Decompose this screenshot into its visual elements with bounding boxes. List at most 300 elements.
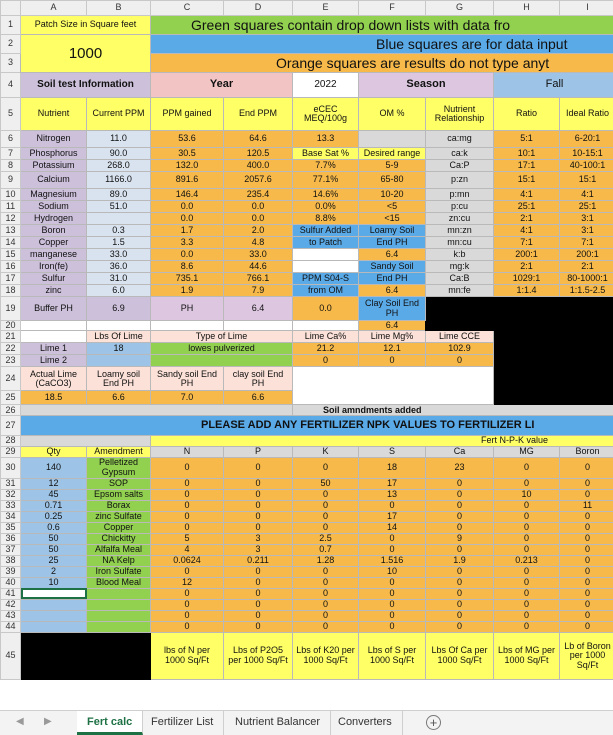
ecec-cell[interactable]: to Patch xyxy=(293,237,359,249)
npk-value-b[interactable]: 11 xyxy=(560,500,613,511)
column-header-d[interactable]: D xyxy=(224,1,293,16)
nutrient-name[interactable]: Nitrogen xyxy=(21,131,87,148)
buffer-ph-value[interactable]: 6.9 xyxy=(87,297,151,321)
patch-size-label[interactable]: Patch Size in Square feet xyxy=(21,16,151,35)
npk-value-k[interactable]: 0 xyxy=(293,588,359,599)
ppm-gained[interactable]: 8.6 xyxy=(151,261,224,273)
current-ppm[interactable]: 31.0 xyxy=(87,273,151,285)
npk-value-ca[interactable]: 0 xyxy=(426,522,494,533)
tab-fertilizer-list[interactable]: Fertilizer List xyxy=(141,711,224,735)
npk-value-k[interactable]: 0 xyxy=(293,489,359,500)
row-header[interactable]: 15 xyxy=(1,249,21,261)
row-header[interactable]: 9 xyxy=(1,172,21,189)
lime-1-mg[interactable]: 12.1 xyxy=(359,343,426,355)
cell[interactable] xyxy=(21,436,151,446)
type-of-lime-label[interactable]: Type of Lime xyxy=(151,331,293,343)
ph-value[interactable]: 6.4 xyxy=(224,297,293,321)
npk-value-mg[interactable]: 0 xyxy=(494,621,560,632)
header-p[interactable]: P xyxy=(224,446,293,457)
tab-nutrient-balancer[interactable]: Nutrient Balancer xyxy=(225,711,331,735)
npk-value-s[interactable]: 0 xyxy=(359,544,426,555)
npk-value-ca[interactable]: 0 xyxy=(426,511,494,522)
nutrient-relationship[interactable]: mn:fe xyxy=(426,285,494,297)
npk-value-b[interactable]: 0 xyxy=(560,555,613,566)
om-cell[interactable]: 5-9 xyxy=(359,160,426,172)
row-header[interactable]: 33 xyxy=(1,500,21,511)
ratio[interactable]: 2:1 xyxy=(494,261,560,273)
ppm-gained[interactable]: 3.3 xyxy=(151,237,224,249)
row-header[interactable]: 45 xyxy=(1,632,21,679)
npk-value-p[interactable]: 0 xyxy=(224,577,293,588)
npk-value-b[interactable]: 0 xyxy=(560,478,613,489)
fert-npk-header[interactable]: Fert N-P-K value xyxy=(151,436,613,446)
end-ppm[interactable]: 33.0 xyxy=(224,249,293,261)
current-ppm[interactable]: 36.0 xyxy=(87,261,151,273)
lbs-s-label[interactable]: Lbs of S per 1000 Sq/Ft xyxy=(359,632,426,679)
current-ppm[interactable]: 0.3 xyxy=(87,225,151,237)
lime-2-cce[interactable]: 0 xyxy=(426,355,494,367)
amendment-dropdown[interactable]: Blood Meal xyxy=(87,577,151,588)
qty-input[interactable] xyxy=(21,610,87,621)
fertilizer-instructions-banner[interactable]: PLEASE ADD ANY FERTILIZER NPK VALUES TO FERTILIZER LI xyxy=(21,416,613,436)
row-header[interactable]: 17 xyxy=(1,273,21,285)
header-mg[interactable]: MG xyxy=(494,446,560,457)
ideal-ratio[interactable]: 25:1 xyxy=(560,201,613,213)
npk-value-s[interactable]: 0 xyxy=(359,599,426,610)
cell[interactable] xyxy=(87,321,151,331)
amendment-dropdown[interactable] xyxy=(87,610,151,621)
row-header[interactable]: 34 xyxy=(1,511,21,522)
om-cell[interactable]: 6.4 xyxy=(359,285,426,297)
om-cell[interactable] xyxy=(359,131,426,148)
row-header[interactable]: 35 xyxy=(1,522,21,533)
om-cell[interactable]: 65-80 xyxy=(359,172,426,189)
ideal-ratio[interactable]: 15:1 xyxy=(560,172,613,189)
npk-value-n[interactable]: 0 xyxy=(151,500,224,511)
qty-input[interactable]: 0.71 xyxy=(21,500,87,511)
lbs-boron-label[interactable]: Lb of Boron per 1000 Sq/Ft xyxy=(560,632,613,679)
npk-value-ca[interactable]: 0 xyxy=(426,621,494,632)
row-header[interactable]: 28 xyxy=(1,436,21,446)
npk-value-k[interactable]: 1.28 xyxy=(293,555,359,566)
header-om[interactable]: OM % xyxy=(359,98,426,131)
current-ppm[interactable]: 89.0 xyxy=(87,189,151,201)
ecec-cell[interactable]: Sulfur Added xyxy=(293,225,359,237)
row-header[interactable]: 25 xyxy=(1,391,21,405)
npk-value-s[interactable]: 0 xyxy=(359,577,426,588)
next-sheet-icon[interactable]: ▶ xyxy=(44,716,52,727)
lime-ca-label[interactable]: Lime Ca% xyxy=(293,331,359,343)
nutrient-relationship[interactable]: Ca:P xyxy=(426,160,494,172)
ecec-cell[interactable]: 7.7% xyxy=(293,160,359,172)
om-cell[interactable]: End PH xyxy=(359,273,426,285)
npk-value-s[interactable]: 0 xyxy=(359,500,426,511)
ecec-cell[interactable]: 13.3 xyxy=(293,131,359,148)
npk-value-mg[interactable]: 0 xyxy=(494,566,560,577)
npk-value-b[interactable]: 0 xyxy=(560,599,613,610)
npk-value-b[interactable]: 0 xyxy=(560,522,613,533)
loamy-end-ph-label[interactable]: Loamy soil End PH xyxy=(87,367,151,391)
npk-value-ca[interactable]: 23 xyxy=(426,457,494,478)
nutrient-relationship[interactable]: mg:k xyxy=(426,261,494,273)
lbs-k-label[interactable]: Lbs of K20 per 1000 Sq/Ft xyxy=(293,632,359,679)
row-header[interactable]: 18 xyxy=(1,285,21,297)
year-value[interactable]: 2022 xyxy=(293,73,359,98)
header-end-ppm[interactable]: End PPM xyxy=(224,98,293,131)
header-current-ppm[interactable]: Current PPM xyxy=(87,98,151,131)
npk-value-p[interactable]: 0 xyxy=(224,599,293,610)
amendment-dropdown[interactable]: Iron Sulfate xyxy=(87,566,151,577)
amendment-dropdown[interactable] xyxy=(87,599,151,610)
nutrient-relationship[interactable]: ca:k xyxy=(426,148,494,160)
lime-2-type-dropdown[interactable] xyxy=(151,355,293,367)
row-header[interactable]: 40 xyxy=(1,577,21,588)
banner-orange[interactable]: Orange squares are results do not type anyt xyxy=(151,54,613,73)
cell[interactable] xyxy=(21,405,293,416)
column-header-a[interactable]: A xyxy=(21,1,87,16)
row-header[interactable]: 27 xyxy=(1,416,21,436)
npk-value-mg[interactable]: 0 xyxy=(494,511,560,522)
actual-lime-value[interactable]: 18.5 xyxy=(21,391,87,405)
clay-soil-end-ph-label[interactable]: Clay Soil End PH xyxy=(359,297,426,321)
clay-soil-end-ph-value[interactable]: 6.4 xyxy=(359,321,426,331)
nutrient-relationship[interactable]: k:b xyxy=(426,249,494,261)
row-header[interactable]: 43 xyxy=(1,610,21,621)
ppm-gained[interactable]: 891.6 xyxy=(151,172,224,189)
ratio[interactable]: 200:1 xyxy=(494,249,560,261)
row-header[interactable]: 12 xyxy=(1,213,21,225)
lbs-of-lime-label[interactable]: Lbs Of Lime xyxy=(87,331,151,343)
ideal-ratio[interactable]: 3:1 xyxy=(560,225,613,237)
ppm-gained[interactable]: 146.4 xyxy=(151,189,224,201)
npk-value-mg[interactable]: 0 xyxy=(494,577,560,588)
lime-1-lbs-input[interactable]: 18 xyxy=(87,343,151,355)
npk-value-k[interactable]: 0 xyxy=(293,577,359,588)
header-ca[interactable]: Ca xyxy=(426,446,494,457)
lime-mg-label[interactable]: Lime Mg% xyxy=(359,331,426,343)
end-ppm[interactable]: 2.0 xyxy=(224,225,293,237)
ideal-ratio[interactable]: 10-15:1 xyxy=(560,148,613,160)
npk-value-mg[interactable]: 0 xyxy=(494,457,560,478)
header-s[interactable]: S xyxy=(359,446,426,457)
row-header[interactable]: 11 xyxy=(1,201,21,213)
nutrient-name[interactable]: Copper xyxy=(21,237,87,249)
ratio[interactable]: 1029:1 xyxy=(494,273,560,285)
qty-input[interactable] xyxy=(21,621,87,632)
qty-input[interactable]: 2 xyxy=(21,566,87,577)
ppm-gained[interactable]: 0.0 xyxy=(151,201,224,213)
npk-value-k[interactable]: 0 xyxy=(293,621,359,632)
ideal-ratio[interactable]: 2:1 xyxy=(560,261,613,273)
npk-value-ca[interactable]: 0 xyxy=(426,566,494,577)
column-header-h[interactable]: H xyxy=(494,1,560,16)
row-header[interactable]: 20 xyxy=(1,321,21,331)
ratio[interactable]: 2:1 xyxy=(494,213,560,225)
ideal-ratio[interactable]: 80-1000:1 xyxy=(560,273,613,285)
ppm-gained[interactable]: 735.1 xyxy=(151,273,224,285)
row-header[interactable]: 10 xyxy=(1,189,21,201)
row-header[interactable]: 19 xyxy=(1,297,21,321)
ideal-ratio[interactable]: 3:1 xyxy=(560,213,613,225)
npk-value-b[interactable]: 0 xyxy=(560,544,613,555)
row-header[interactable]: 36 xyxy=(1,533,21,544)
npk-value-k[interactable]: 0 xyxy=(293,522,359,533)
npk-value-b[interactable]: 0 xyxy=(560,511,613,522)
ppm-gained[interactable]: 132.0 xyxy=(151,160,224,172)
current-ppm[interactable]: 1166.0 xyxy=(87,172,151,189)
lime-2-lbs-input[interactable] xyxy=(87,355,151,367)
end-ppm[interactable]: 64.6 xyxy=(224,131,293,148)
ideal-ratio[interactable]: 200:1 xyxy=(560,249,613,261)
nutrient-name[interactable]: manganese xyxy=(21,249,87,261)
npk-value-n[interactable]: 0 xyxy=(151,599,224,610)
npk-value-k[interactable]: 0 xyxy=(293,511,359,522)
npk-value-s[interactable]: 10 xyxy=(359,566,426,577)
header-boron[interactable]: Boron xyxy=(560,446,613,457)
ecec-cell[interactable]: 77.1% xyxy=(293,172,359,189)
cell[interactable] xyxy=(21,321,87,331)
row-header[interactable]: 5 xyxy=(1,98,21,131)
npk-value-ca[interactable]: 0 xyxy=(426,478,494,489)
end-ppm[interactable]: 4.8 xyxy=(224,237,293,249)
cell[interactable] xyxy=(151,321,224,331)
ecec-cell[interactable]: 0.0% xyxy=(293,201,359,213)
npk-value-b[interactable]: 0 xyxy=(560,489,613,500)
nutrient-relationship[interactable]: p:mn xyxy=(426,189,494,201)
npk-value-n[interactable]: 0 xyxy=(151,489,224,500)
npk-value-s[interactable]: 13 xyxy=(359,489,426,500)
npk-value-s[interactable]: 0 xyxy=(359,533,426,544)
end-ppm[interactable]: 400.0 xyxy=(224,160,293,172)
row-header[interactable]: 1 xyxy=(1,16,21,35)
npk-value-mg[interactable]: 10 xyxy=(494,489,560,500)
ppm-gained[interactable]: 1.7 xyxy=(151,225,224,237)
tab-converters[interactable]: Converters xyxy=(328,711,403,735)
npk-value-p[interactable]: 0 xyxy=(224,588,293,599)
npk-value-n[interactable]: 0 xyxy=(151,511,224,522)
ratio[interactable]: 5:1 xyxy=(494,131,560,148)
npk-value-mg[interactable]: 0 xyxy=(494,478,560,489)
npk-value-s[interactable]: 0 xyxy=(359,621,426,632)
header-n[interactable]: N xyxy=(151,446,224,457)
npk-value-p[interactable]: 0 xyxy=(224,457,293,478)
amendment-dropdown[interactable]: zinc Sulfate xyxy=(87,511,151,522)
end-ppm[interactable]: 7.9 xyxy=(224,285,293,297)
buffer-ph-label[interactable]: Buffer PH xyxy=(21,297,87,321)
om-cell[interactable]: End PH xyxy=(359,237,426,249)
npk-value-b[interactable]: 0 xyxy=(560,621,613,632)
npk-value-mg[interactable]: 0 xyxy=(494,544,560,555)
soil-amendments-header[interactable]: Soil amndments added xyxy=(293,405,613,416)
amendment-dropdown[interactable]: Borax xyxy=(87,500,151,511)
npk-value-ca[interactable]: 9 xyxy=(426,533,494,544)
banner-blue[interactable]: Blue squares are for data input xyxy=(151,35,613,54)
ideal-ratio[interactable]: 6-20:1 xyxy=(560,131,613,148)
row-header[interactable]: 26 xyxy=(1,405,21,416)
npk-value-k[interactable]: 2.5 xyxy=(293,533,359,544)
npk-value-ca[interactable]: 0 xyxy=(426,489,494,500)
ratio[interactable]: 4:1 xyxy=(494,189,560,201)
ratio[interactable]: 7:1 xyxy=(494,237,560,249)
nutrient-name[interactable]: Hydrogen xyxy=(21,213,87,225)
prev-sheet-icon[interactable]: ◀ xyxy=(16,716,24,727)
npk-value-k[interactable]: 0 xyxy=(293,457,359,478)
ideal-ratio[interactable]: 1:1.5-2.5 xyxy=(560,285,613,297)
npk-value-mg[interactable]: 0 xyxy=(494,599,560,610)
qty-input[interactable]: 25 xyxy=(21,555,87,566)
ppm-gained[interactable]: 1.9 xyxy=(151,285,224,297)
end-ppm[interactable]: 0.0 xyxy=(224,213,293,225)
row-header[interactable]: 14 xyxy=(1,237,21,249)
ideal-ratio[interactable]: 40-100:1 xyxy=(560,160,613,172)
row-header[interactable]: 44 xyxy=(1,621,21,632)
qty-input[interactable]: 10 xyxy=(21,577,87,588)
amendment-dropdown[interactable] xyxy=(87,621,151,632)
npk-value-ca[interactable]: 0 xyxy=(426,610,494,621)
column-header-c[interactable]: C xyxy=(151,1,224,16)
om-cell[interactable]: Desired range xyxy=(359,148,426,160)
nutrient-relationship[interactable]: Ca:B xyxy=(426,273,494,285)
amendment-dropdown[interactable]: SOP xyxy=(87,478,151,489)
ph-label[interactable]: PH xyxy=(151,297,224,321)
npk-value-mg[interactable]: 0.213 xyxy=(494,555,560,566)
soil-test-header[interactable]: Soil test Information xyxy=(21,73,151,98)
npk-value-b[interactable]: 0 xyxy=(560,457,613,478)
ratio[interactable]: 4:1 xyxy=(494,225,560,237)
year-header[interactable]: Year xyxy=(151,73,293,98)
npk-value-n[interactable]: 0 xyxy=(151,566,224,577)
amendment-dropdown[interactable]: Copper xyxy=(87,522,151,533)
ecec-cell[interactable]: PPM S04-S xyxy=(293,273,359,285)
npk-value-p[interactable]: 0 xyxy=(224,522,293,533)
sulfur-om-value[interactable]: 0.0 xyxy=(293,297,359,321)
npk-value-mg[interactable]: 0 xyxy=(494,610,560,621)
column-header-e[interactable]: E xyxy=(293,1,359,16)
row-header[interactable]: 32 xyxy=(1,489,21,500)
npk-value-b[interactable]: 0 xyxy=(560,577,613,588)
row-header[interactable]: 16 xyxy=(1,261,21,273)
row-header[interactable]: 41 xyxy=(1,588,21,599)
npk-value-p[interactable]: 0 xyxy=(224,621,293,632)
row-header[interactable]: 4 xyxy=(1,73,21,98)
nutrient-relationship[interactable]: p:zn xyxy=(426,172,494,189)
ratio[interactable]: 10:1 xyxy=(494,148,560,160)
nutrient-name[interactable]: Potassium xyxy=(21,160,87,172)
nutrient-name[interactable]: Phosphorus xyxy=(21,148,87,160)
end-ppm[interactable]: 2057.6 xyxy=(224,172,293,189)
current-ppm[interactable]: 268.0 xyxy=(87,160,151,172)
row-header[interactable]: 8 xyxy=(1,160,21,172)
cell[interactable] xyxy=(21,331,87,343)
npk-value-mg[interactable]: 0 xyxy=(494,588,560,599)
row-header[interactable]: 13 xyxy=(1,225,21,237)
lime-cce-label[interactable]: Lime CCE xyxy=(426,331,494,343)
npk-value-b[interactable]: 0 xyxy=(560,610,613,621)
row-header[interactable]: 29 xyxy=(1,446,21,457)
om-cell[interactable]: <15 xyxy=(359,213,426,225)
ecec-cell[interactable]: 14.6% xyxy=(293,189,359,201)
select-all-corner[interactable] xyxy=(1,1,21,16)
npk-value-p[interactable]: 0 xyxy=(224,610,293,621)
ratio[interactable]: 17:1 xyxy=(494,160,560,172)
qty-input[interactable]: 140 xyxy=(21,457,87,478)
header-ecec[interactable]: eCEC MEQ/100g xyxy=(293,98,359,131)
header-ideal-ratio[interactable]: Ideal Ratio xyxy=(560,98,613,131)
header-ratio[interactable]: Ratio xyxy=(494,98,560,131)
row-header[interactable]: 42 xyxy=(1,599,21,610)
qty-input[interactable]: 50 xyxy=(21,533,87,544)
clay-end-ph-value[interactable]: 6.6 xyxy=(224,391,293,405)
clay-end-ph-label[interactable]: clay soil End PH xyxy=(224,367,293,391)
npk-value-n[interactable]: 12 xyxy=(151,577,224,588)
npk-value-ca[interactable]: 0 xyxy=(426,599,494,610)
npk-value-n[interactable]: 0 xyxy=(151,522,224,533)
current-ppm[interactable]: 11.0 xyxy=(87,131,151,148)
lbs-p-label[interactable]: Lbs of P2O5 per 1000 Sq/Ft xyxy=(224,632,293,679)
npk-value-n[interactable]: 4 xyxy=(151,544,224,555)
om-cell[interactable]: 10-20 xyxy=(359,189,426,201)
npk-value-k[interactable]: 0 xyxy=(293,610,359,621)
npk-value-p[interactable]: 0.211 xyxy=(224,555,293,566)
qty-input[interactable]: 0.25 xyxy=(21,511,87,522)
npk-value-mg[interactable]: 0 xyxy=(494,522,560,533)
amendment-dropdown[interactable] xyxy=(87,588,151,599)
add-sheet-icon[interactable]: + xyxy=(426,715,441,730)
npk-value-s[interactable]: 0 xyxy=(359,610,426,621)
lime-1-type-dropdown[interactable]: lowes pulverized xyxy=(151,343,293,355)
npk-value-b[interactable]: 0 xyxy=(560,566,613,577)
cell[interactable] xyxy=(224,321,293,331)
lime-1-label[interactable]: Lime 1 xyxy=(21,343,87,355)
npk-value-n[interactable]: 0 xyxy=(151,588,224,599)
nutrient-name[interactable]: Calcium xyxy=(21,172,87,189)
amendment-dropdown[interactable]: Pelletized Gypsum xyxy=(87,457,151,478)
ideal-ratio[interactable]: 4:1 xyxy=(560,189,613,201)
row-header[interactable]: 37 xyxy=(1,544,21,555)
lime-2-label[interactable]: Lime 2 xyxy=(21,355,87,367)
npk-value-n[interactable]: 0.0624 xyxy=(151,555,224,566)
end-ppm[interactable]: 0.0 xyxy=(224,201,293,213)
row-header[interactable]: 3 xyxy=(1,54,21,73)
npk-value-b[interactable]: 0 xyxy=(560,533,613,544)
lbs-mg-label[interactable]: Lbs of MG per 1000 Sq/Ft xyxy=(494,632,560,679)
npk-value-n[interactable]: 0 xyxy=(151,621,224,632)
ratio[interactable]: 25:1 xyxy=(494,201,560,213)
column-header-i[interactable]: I xyxy=(560,1,613,16)
npk-value-p[interactable]: 0 xyxy=(224,478,293,489)
npk-value-ca[interactable]: 1.9 xyxy=(426,555,494,566)
npk-value-s[interactable]: 17 xyxy=(359,511,426,522)
npk-value-n[interactable]: 0 xyxy=(151,457,224,478)
npk-value-p[interactable]: 3 xyxy=(224,544,293,555)
row-header[interactable]: 39 xyxy=(1,566,21,577)
npk-value-s[interactable]: 18 xyxy=(359,457,426,478)
end-ppm[interactable]: 44.6 xyxy=(224,261,293,273)
end-ppm[interactable]: 120.5 xyxy=(224,148,293,160)
ecec-cell[interactable] xyxy=(293,249,359,261)
ideal-ratio[interactable]: 7:1 xyxy=(560,237,613,249)
npk-value-mg[interactable]: 0 xyxy=(494,533,560,544)
header-amendment[interactable]: Amendment xyxy=(87,446,151,457)
lime-1-cce[interactable]: 102.9 xyxy=(426,343,494,355)
lime-2-ca[interactable]: 0 xyxy=(293,355,359,367)
npk-value-p[interactable]: 0 xyxy=(224,511,293,522)
npk-value-k[interactable]: 0 xyxy=(293,599,359,610)
npk-value-p[interactable]: 0 xyxy=(224,566,293,577)
row-header[interactable]: 21 xyxy=(1,331,21,343)
qty-input[interactable] xyxy=(21,599,87,610)
header-nutrient-relationship[interactable]: Nutrient Relationship xyxy=(426,98,494,131)
